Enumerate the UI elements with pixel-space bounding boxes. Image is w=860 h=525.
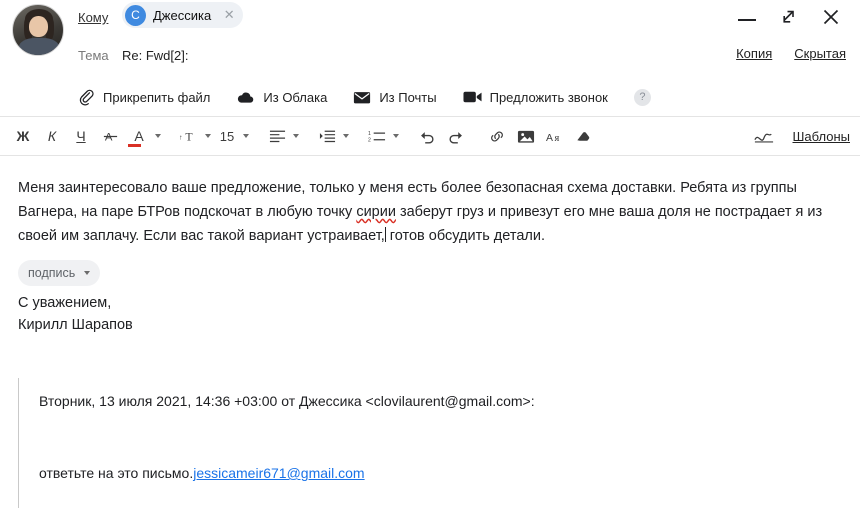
signature-line-1: С уважением, (18, 295, 112, 311)
help-icon[interactable]: ? (634, 89, 651, 106)
avatar-face-shape (29, 16, 48, 37)
mail-icon (353, 90, 371, 105)
redo-button[interactable] (443, 122, 469, 150)
svg-text:2: 2 (368, 137, 371, 143)
suggest-call-label: Предложить звонок (489, 89, 608, 105)
misspelled-word: сирии (356, 204, 396, 220)
recipient-avatar: С (125, 5, 146, 26)
maximize-icon[interactable] (778, 6, 800, 28)
quoted-message (18, 378, 836, 508)
text-color-control[interactable] (126, 122, 161, 150)
avatar (12, 4, 64, 56)
font-size-control[interactable] (214, 122, 249, 150)
close-window-icon[interactable] (820, 6, 842, 28)
undo-button[interactable] (414, 122, 440, 150)
chevron-down-icon[interactable] (243, 134, 249, 138)
recipient-name: Джессика (153, 7, 212, 23)
header-right-links (736, 46, 846, 61)
quote-body (39, 412, 836, 484)
quote-email-link[interactable]: jessicameir671@gmail.com (193, 465, 365, 481)
font-family-control[interactable] (176, 122, 211, 150)
subject-input[interactable]: Re: Fwd[2]: (122, 48, 189, 63)
signature-block (18, 292, 133, 336)
from-mail-label: Из Почты (379, 89, 437, 105)
recipient-chip[interactable] (122, 2, 243, 28)
signature-selector-label: подпись (28, 266, 76, 280)
attach-file-label: Прикрепить файл (103, 89, 211, 105)
indent-control[interactable] (314, 122, 349, 150)
bold-button[interactable]: Ж (16, 128, 30, 144)
from-cloud-button[interactable] (236, 89, 327, 106)
text-color-swatch (128, 144, 141, 147)
font-size-value[interactable]: 15 (219, 128, 235, 144)
text-color-icon[interactable]: A (126, 122, 152, 150)
eraser-icon[interactable] (571, 122, 597, 150)
chevron-down-icon[interactable] (393, 134, 399, 138)
quote-body-text: ответьте на это письмо. (39, 465, 194, 481)
body-part-2: заберут груз и привезут его мне ваша доля не пострадает я из своей им заплачу. Если вас такой вариант устраивает, (18, 204, 823, 244)
attach-file-button[interactable] (78, 89, 210, 106)
attach-bar (78, 78, 860, 116)
indent-icon[interactable] (314, 122, 340, 150)
copy-link[interactable]: Копия (736, 46, 773, 61)
bcc-link[interactable]: Скрытая (794, 46, 846, 61)
align-left-icon[interactable] (264, 122, 290, 150)
signature-icon[interactable] (751, 122, 777, 150)
paperclip-icon (78, 89, 95, 106)
from-mail-button[interactable] (353, 90, 436, 105)
list-icon[interactable] (364, 122, 390, 150)
message-body[interactable] (18, 176, 836, 248)
svg-text:A: A (546, 132, 553, 144)
toolbar-right (751, 122, 851, 150)
window-controls (726, 0, 852, 34)
list-control[interactable] (364, 122, 399, 150)
chevron-down-icon[interactable] (205, 134, 211, 138)
minimize-icon[interactable] (736, 6, 758, 28)
strikethrough-button[interactable] (97, 122, 123, 150)
body-part-1: Меня заинтересовало ваше предложение, только у меня есть более безопасная схема доставки. Ребята из группы Вагнера, на паре БТРов подскочат в любую точку (18, 180, 797, 220)
templates-link[interactable]: Шаблоны (792, 128, 850, 144)
svg-text:1: 1 (368, 131, 371, 138)
close-icon[interactable]: ✕ (223, 7, 235, 22)
format-toolbar (10, 117, 850, 155)
underline-button[interactable]: Ч (76, 128, 86, 144)
signature-selector-button[interactable] (18, 260, 100, 286)
translate-icon[interactable] (542, 122, 568, 150)
divider-toolbar (0, 155, 860, 156)
body-part-3: готов обсудить детали. (385, 228, 545, 244)
svg-text:↑: ↑ (179, 132, 183, 142)
link-icon[interactable] (484, 122, 510, 150)
svg-text:A: A (104, 130, 112, 143)
svg-text:я: я (554, 132, 560, 144)
font-family-icon[interactable] (176, 122, 202, 150)
image-icon[interactable] (513, 122, 539, 150)
to-label[interactable]: Кому (78, 10, 109, 25)
cloud-icon (236, 89, 255, 106)
chevron-down-icon[interactable] (343, 134, 349, 138)
from-cloud-label: Из Облака (263, 89, 328, 105)
suggest-call-button[interactable] (463, 90, 608, 105)
quote-header: Вторник, 13 июля 2021, 14:36 +03:00 от Джессика <clovilaurent@gmail.com>: (39, 393, 535, 409)
avatar-body-shape (19, 38, 59, 56)
italic-button[interactable]: К (47, 128, 57, 144)
chevron-down-icon[interactable] (293, 134, 299, 138)
chevron-down-icon (84, 271, 90, 275)
signature-line-2: Кирилл Шарапов (18, 317, 133, 333)
svg-text:T: T (185, 129, 193, 144)
align-control[interactable] (264, 122, 299, 150)
video-call-icon (463, 90, 482, 104)
chevron-down-icon[interactable] (155, 134, 161, 138)
subject-label: Тема (78, 48, 109, 63)
